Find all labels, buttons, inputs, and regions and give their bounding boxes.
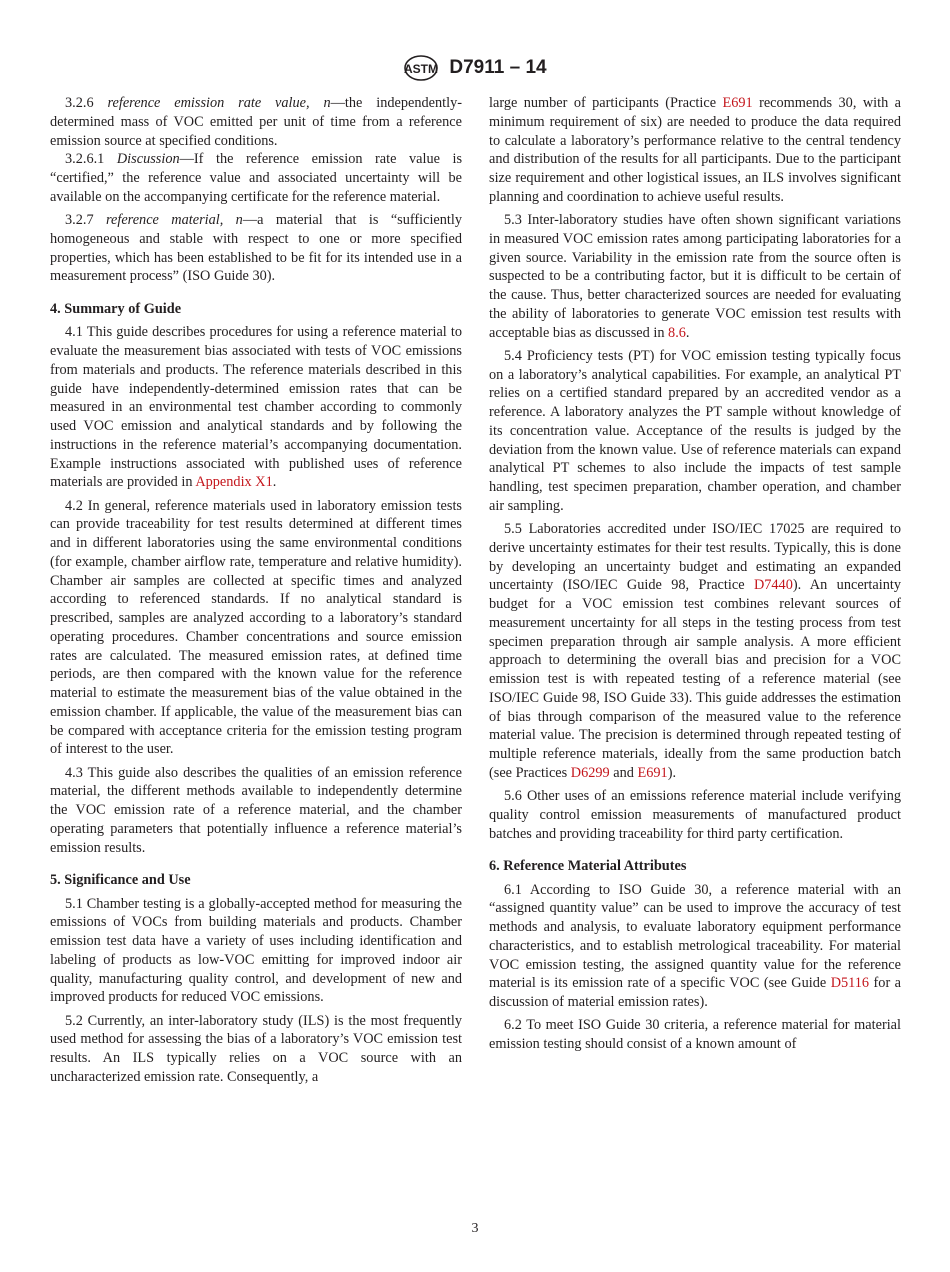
heading-significance-and-use: 5. Significance and Use [50, 872, 191, 889]
left-column [50, 94, 462, 1091]
page-header [0, 54, 950, 82]
section-4-2: 4.2 In general, reference materials used in laboratory emission tests can provide traceability for test results determined at different times and in different laboratories using the same environmental conditions (for example, chamber airflow rate, temperature and relative humidity). Chamber air samples are collected at specific times and analyzed according to referenced standards. If no analytical standard is prescribed, samples are analyzed according to a laboratory’s standard operating procedures. Chamber concentrations and source emission rates are calculated. The measured emission rates, at defined time periods, are then compared with the known value for the reference material to estimate the measurement bias of the value obtained in the emission chamber. If applicable, the value of the measurement bias can be compared with acceptance criteria for the emission testing program of interest to the user. [50, 497, 462, 758]
section-3-2-6-1: 3.2.6.1 Discussion—If the reference emission rate value is “certified,” the reference value and associated uncertainty will be available on the accompanying certificate for the reference material. [50, 151, 463, 205]
section-5-6: 5.6 Other uses of an emissions reference material include verifying quality control emission measurements of manufactured product batches and providing traceability for third party certification. [489, 788, 901, 842]
section-6-2: 6.2 To meet ISO Guide 30 criteria, a reference material for material emission testing should consist of a known amount of [489, 1017, 901, 1052]
section-5-3: 5.3 Inter-laboratory studies have often shown significant variations in measured VOC emission rates among participating laboratories for a given source. Variability in the emission rate from the source often is suspected to be a contributing factor, but it is difficult to be certain of the cause. Thus, better characterized sources are needed for evaluating the ability of laboratories to generate VOC emission test results with acceptable bias as discussed in 8.6. [489, 212, 901, 341]
right-column [489, 94, 901, 1058]
svg-text:ASTM: ASTM [404, 62, 439, 76]
section-5-5: 5.5 Laboratories accredited under ISO/IEC 17025 are required to derive uncertainty estimates for their test results. Typically, this is done by developing an uncertainty budget and estimating an expanded uncertainty (ISO/IEC Guide 98, Practice D7440). An uncertainty budget for a VOC emission test combines relevant sources of measurement uncertainty for all steps in the testing process from test specimen preparation through air sample analysis. A more efficient approach to determining the overall bias and precision for a VOC emission test is with repeated testing of a reference material (see ISO/IEC Guide 98, ISO Guide 33). This guide addresses the estimation of bias through comparison of the measured value to the reference material value. The precision is determined through repeated testing of multiple reference materials, ideally from the same production batch (see Practices D6299 and E691). [489, 521, 901, 781]
link-d5116[interactable]: D5116 [830, 975, 870, 992]
link-appendix-x1[interactable]: Appendix X1 [195, 474, 273, 491]
astm-logo-icon [403, 54, 439, 82]
heading-summary-of-guide: 4. Summary of Guide [50, 301, 182, 317]
section-3-2-6: 3.2.6 reference emission rate value, n—the independently-determined mass of VOC emitted per unit of time from a reference emission source at specified conditions. [50, 95, 463, 149]
link-d7440[interactable]: D7440 [753, 577, 793, 594]
section-5-2: 5.2 Currently, an inter-laboratory study (ILS) is the most frequently used method for assessing the bias of a laboratory’s VOC emission test results. An ILS typically relies on a VOC source with an uncharacterized emission rate. Consequently, a [50, 1012, 462, 1085]
page-number: 3 [471, 1221, 479, 1236]
section-5-1: 5.1 Chamber testing is a globally-accepted method for measuring the emissions of VOCs from building materials and products. Chamber emission test data have a variety of uses including identification and labeling of products as low-VOC emitting for improved indoor air quality, manufacturing quality control, and development of new and improved products for reduced VOC emissions. [50, 895, 462, 1006]
section-5-4: 5.4 Proficiency tests (PT) for VOC emission testing typically focus on a laboratory’s analytical capabilities. For example, an analytical PT relies on a certified standard prepared by an accredited vendor as a reference. A laboratory analyzes the PT sample without knowledge of its concentration value. Acceptance of the results is judged by the deviation from the known value. Use of reference materials can expand analytical PT schemes to also include the impacts of test sample handling, test specimen preparation, chamber operation, and chamber air sampling. [489, 347, 901, 514]
heading-reference-material-attributes: 6. Reference Material Attributes [489, 858, 687, 875]
link-8-6[interactable]: 8.6 [668, 324, 686, 341]
section-4-3: 4.3 This guide also describes the qualities of an emission reference material, the different methods available to independently determine the VOC emission rate of a reference material, and the chamber operating parameters that potentially influence a reference material’s emission results. [50, 764, 462, 856]
link-e691[interactable]: E691 [722, 95, 753, 111]
section-4-1: 4.1 This guide describes procedures for using a reference material to evaluate the measurement bias associated with tests of VOC emissions from materials and products. The reference materials described in this guide have independently-determined emission rates that can be measured in an environmental test chamber according to commonly used VOC emission and analytical standards and by following the instructions in the reference material’s accompanying documentation. Example instructions associated with published uses of reference materials are provided in Appendix X1. [50, 324, 462, 491]
section-5-2-continued: large number of participants (Practice E691 recommends 30, with a minimum requirement of six) are needed to produce the data required to calculate a laboratory’s performance relative to the central tendency and distribution of the results for all participants. Due to the participant size requirement and other logistical issues, an ILS involves significant planning and coordination to achieve useful results. [489, 95, 901, 205]
link-e691-2[interactable]: E691 [637, 764, 668, 781]
link-d6299[interactable]: D6299 [570, 764, 610, 781]
section-6-1: 6.1 According to ISO Guide 30, a reference material with an “assigned quantity value” can be used to improve the accuracy of test methods and analysis, to evaluate laboratory equipment performance characteristics, and to establish metrological traceability. For material VOC emission testing, the assigned quantity value for the reference material is its emission rate of a specific VOC (see Guide D5116 for a discussion of material emission rates). [489, 881, 901, 1010]
section-3-2-7: 3.2.7 reference material, n—a material that is “sufficiently homogeneous and stable with respect to one or more specified properties, which has been established to be fit for its intended use in a measurement process” (ISO Guide 30). [50, 212, 463, 285]
document-designation: D7911 – 14 [449, 57, 547, 78]
